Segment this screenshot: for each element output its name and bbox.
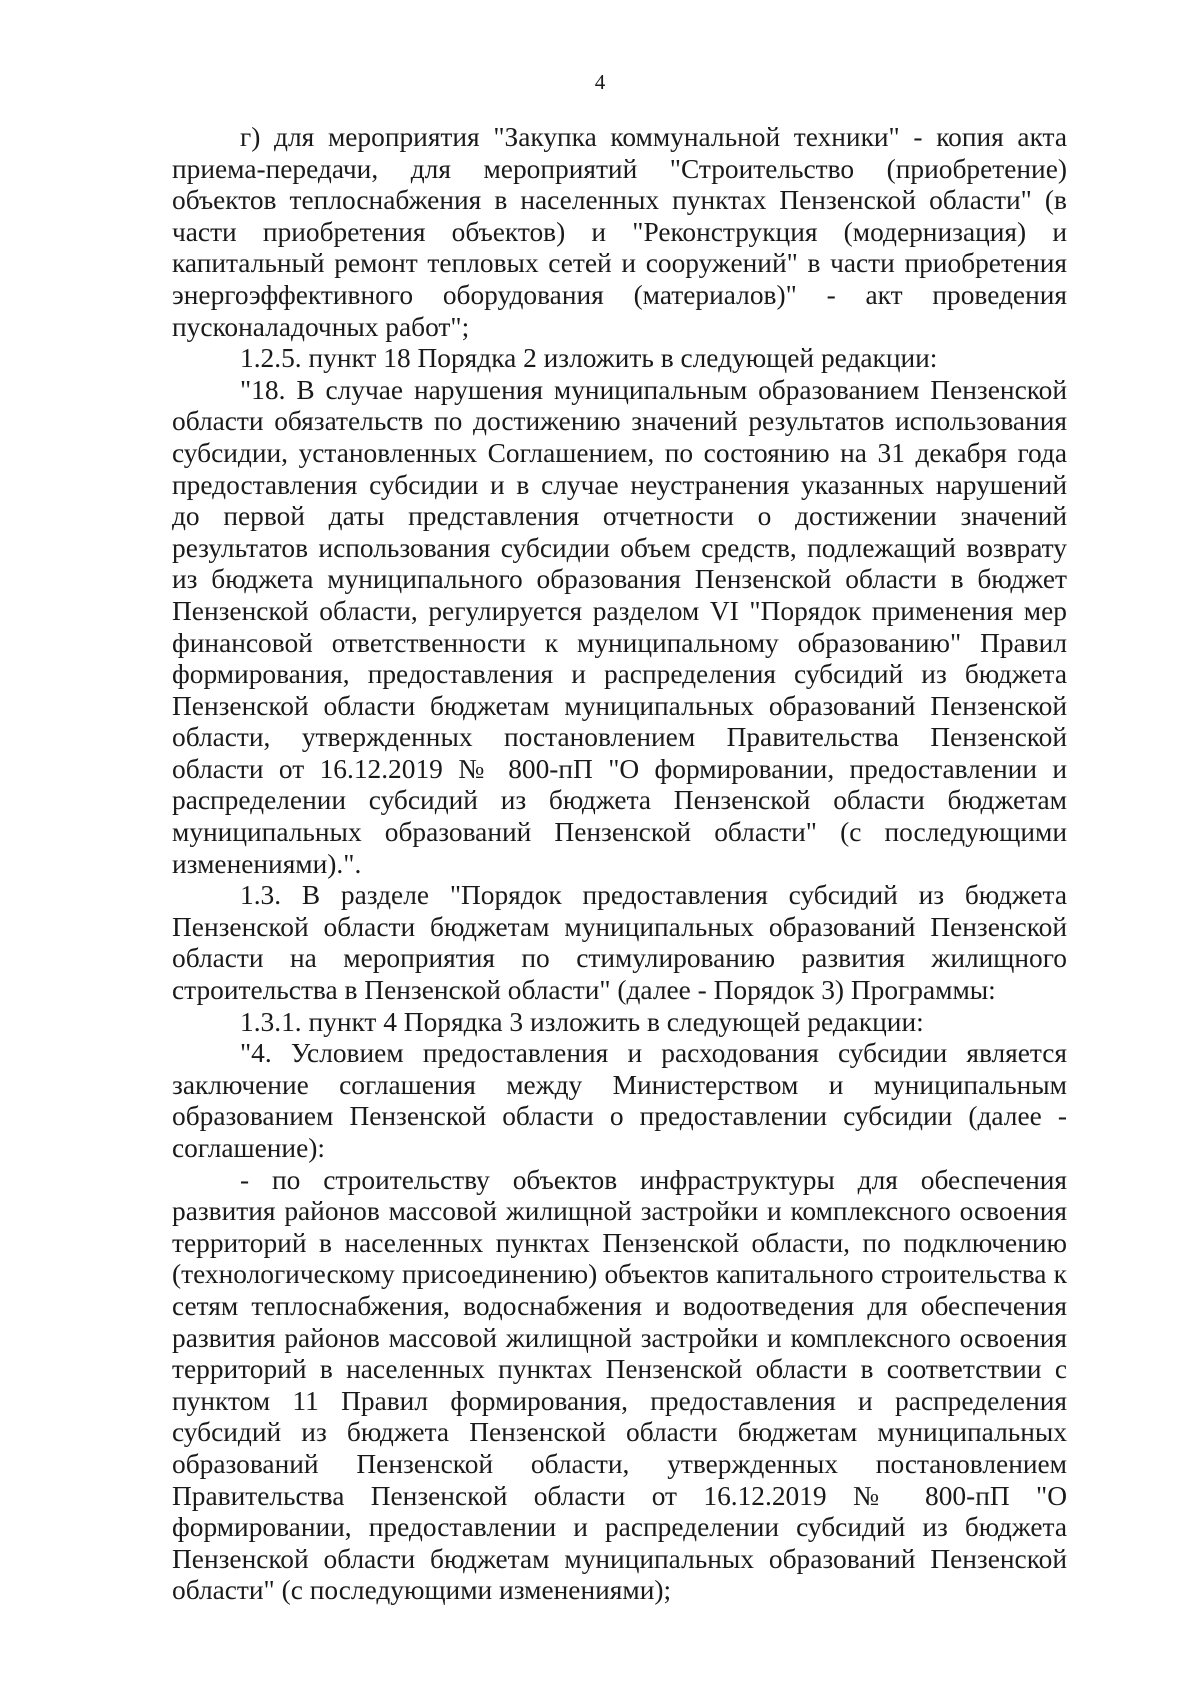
paragraph-point-4: "4. Условием предоставления и расходования субсидии является заключение соглашения между Министерством и муниципальным образованием Пензенской области о предоставлении субсидии (далее - соглашение): [172,1038,1067,1163]
paragraph-1-3-1: 1.3.1. пункт 4 Порядка 3 изложить в следующей редакции: [240,1006,924,1037]
paragraph-1-3: 1.3. В разделе "Порядок предоставления субсидий из бюджета Пензенской области бюджетам муниципальных образований Пензенской области на мероприятия по стимулированию развития жилищного строительства в Пензенской области" (далее - Порядок 3) Программы: [172,880,1067,1006]
paragraph-item-g: г) для мероприятия "Закупка коммунальной техники" - копия акта приема-передачи, для мероприятий "Строительство (приобретение) объектов теплоснабжения в населенных пунктах Пензенской области" (в части приобретения объектов) и "Реконструкция (модернизация) и капитальный ремонт тепловых сетей и сооружений" в части приобретения энергоэффективного оборудования (материалов)" - акт проведения пусконаладочных работ"; [172,122,1067,342]
page-number: 4 [594,70,606,94]
paragraph-point-18: "18. В случае нарушения муниципальным образованием Пензенской области обязательств по достижению значений результатов использования субсидии, установленных Соглашением, по состоянию на 31 декабря года предоставления субсидии и в случае неустранения указанных нарушений до первой даты представления отчетности о достижении значений результатов использования субсидии объем средств, подлежащий возврату из бюджета муниципального образования Пензенской области в бюджет Пензенской области, регулируется разделом VI "Порядок применения мер финансовой ответственности к муниципальному образованию" Правил формирования, предоставления и распределения субсидий из бюджета Пензенской области бюджетам муниципальных образований Пензенской области, утвержденных постановлением Правительства Пензенской области от 16.12.2019 № 800-пП "О формировании, предоставлении и распределении субсидий из бюджета Пензенской области бюджетам муниципальных образований Пензенской области" (с последующими изменениями).". [172,374,1067,879]
paragraph-1-2-5: 1.2.5. пункт 18 Порядка 2 изложить в следующей редакции: [240,343,938,374]
document-body [172,122,1067,1607]
paragraph-infrastructure: - по строительству объектов инфраструктуры для обеспечения развития районов массовой жилищной застройки и комплексного освоения территорий в населенных пунктах Пензенской области, по подключению (технологическому присоединению) объектов капитального строительства к сетям теплоснабжения, водоснабжения и водоотведения для обеспечения развития районов массовой жилищной застройки и комплексного освоения территорий в населенных пунктах Пензенской области в соответствии с пунктом 11 Правил формирования, предоставления и распределения субсидий из бюджета Пензенской области бюджетам муниципальных образований Пензенской области, утвержденных постановлением Правительства Пензенской области от 16.12.2019 № 800-пП "О формировании, предоставлении и распределении субсидий из бюджета Пензенской области бюджетам муниципальных образований Пензенской области" (с последующими изменениями); [172,1164,1067,1606]
